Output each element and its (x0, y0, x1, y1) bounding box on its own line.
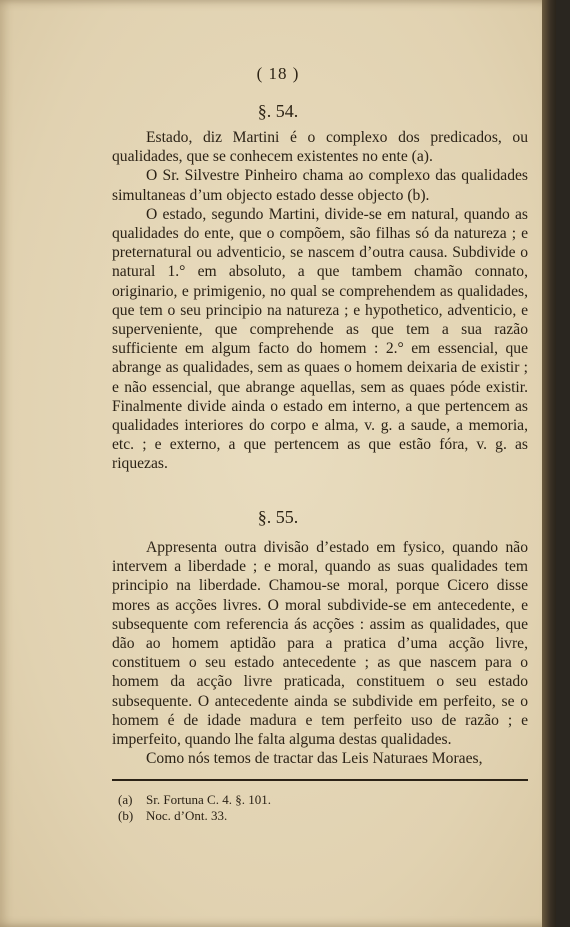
footnote-a (118, 792, 418, 808)
section-heading-54: §. 54. (257, 101, 299, 121)
page-number-header: ( 18 ) (256, 64, 300, 83)
footnote-b (118, 808, 418, 824)
footnote-mark: (b) (118, 808, 134, 823)
section-55-text (112, 538, 528, 768)
paragraph-silvestre-pinheiro: O Sr. Silvestre Pinheiro chama ao complexo das qualidades simultaneas d’um objecto estado desse objecto (b). (112, 167, 528, 204)
page-gutter-edge (542, 0, 556, 927)
paragraph-estado-divisions: O estado, segundo Martini, divide-se em natural, quando as qualidades do ente, que o compõem, são filhas só da natureza ; e preternatural ou adventicio, se nascem d’outra causa. Subdivide o natural 1.° em absoluto, a que tambem chamão connato, originario, e primigenio, no qual se comprehendem as qualidades, que tem o seu principio na natureza ; e hypothetico, adventicio, e superveniente, que comprehende as que tem a sua razão sufficiente em algum facto do homem : 2.° em essencial, que abrange as qualidades, sem as quaes o homem deixaria de existir ; e não essencial, que abrange aquellas, sem as quaes póde existir. Finalmente divide ainda o estado em interno, a que pertencem as qualidades interiores do corpo e alma, v. g. a saude, a memoria, etc. ; e externo, a que pertencem as que estão fóra, v. g. as riquezas. (112, 205, 528, 473)
paragraph-estado-definition: Estado, diz Martini é o complexo dos predicados, ou qualidades, que se conhecem existentes no ente (a). (112, 129, 528, 166)
section-heading-55: §. 55. (257, 507, 299, 527)
footnotes (118, 792, 418, 824)
footnote-text: Sr. Fortuna C. 4. §. 101. (146, 792, 271, 807)
footnote-rule (112, 779, 528, 781)
paragraph-fysico-moral: Appresenta outra divisão d’estado em fysico, quando não intervem a liberdade ; e moral, quando as suas qualidades tem principio na liberdade. Chamou-se moral, porque Cicero disse mores as acções livres. O moral subdivide-se em antecedente, e subsequente com referencia ás acções : assim as qualidades, que dão ao homem aptidão para a pratica d’uma acção livre, constituem o seu estado antecedente ; as que nascem para o homem da acção livre praticada, constituem o seu estado subsequente. O antecedente ainda se subdivide em perfeito, se o homem é de idade madura e tem perfeito uso de razão ; e imperfeito, quando lhe falta alguma destas qualidades. (112, 539, 528, 749)
footnote-text: Noc. d’Ont. 33. (146, 808, 228, 823)
paragraph-leis-naturaes: Como nós temos de tractar das Leis Naturaes Moraes, (146, 750, 483, 768)
footnote-mark: (a) (118, 792, 133, 807)
section-54-text (112, 128, 528, 474)
